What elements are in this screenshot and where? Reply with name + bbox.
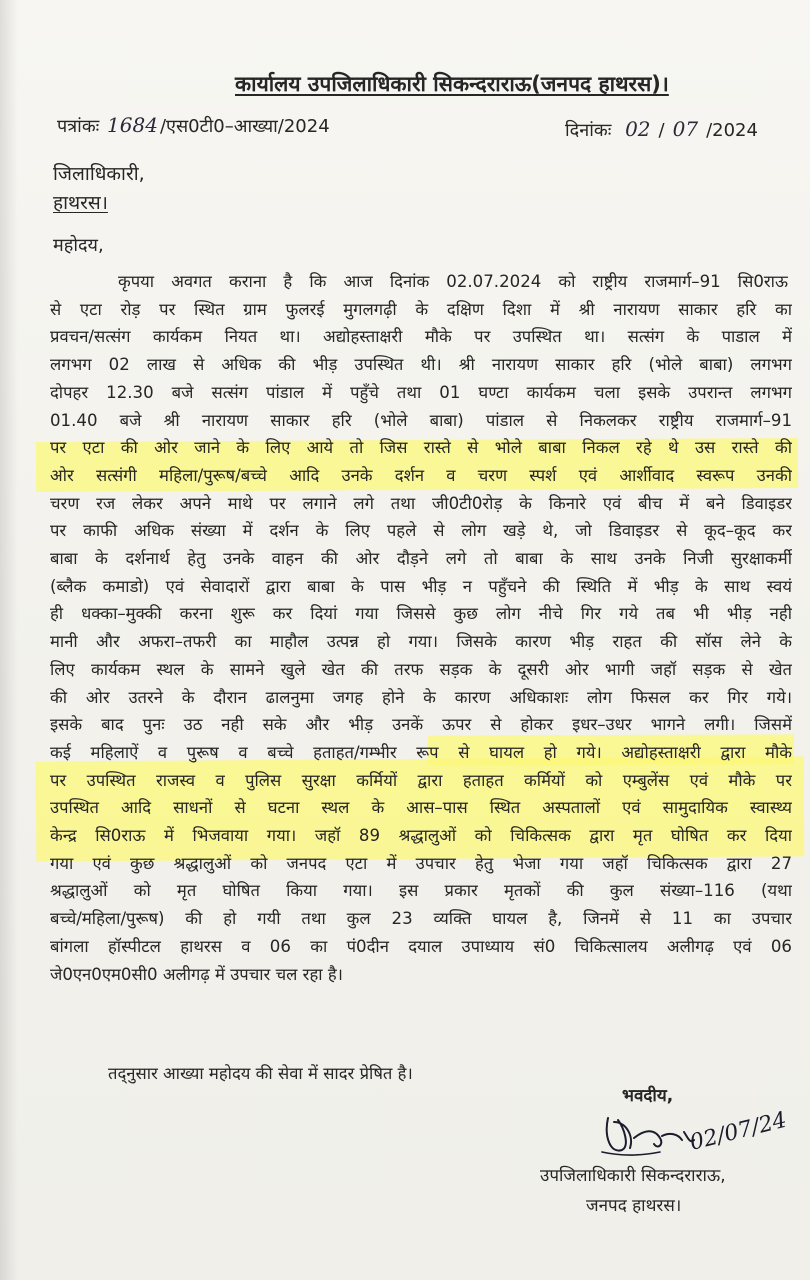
body-line: (ब्लैक कमाडो) एवं सेवादारों द्वारा बाबा के पास भीड़ न पहुँचने की स्थिति में भीड़ के साथ स्वयं bbox=[50, 576, 792, 596]
body-line: ओर सत्संगी महिला/पुरूष/बच्चे आदि उनके दर्शन व चरण स्पर्श एवं आर्शीवाद स्वरूप उनकी bbox=[50, 465, 792, 485]
body-line: लगभग 02 लाख से अधिक की भीड़ उपस्थित थी। श्री नारायण साकार हरि (भोले बाबा) लगभग bbox=[50, 355, 792, 375]
reference-number: 1684 bbox=[107, 113, 158, 137]
date-label: दिनांकः bbox=[565, 120, 612, 141]
date-month: 07 bbox=[672, 117, 699, 141]
date-line: दिनांकः 02 / 07 /2024 bbox=[565, 117, 758, 141]
body-line: प्रवचन/सत्संग कार्यकम नियत था। अद्योहस्ताक्षरी मौके पर उपस्थित था। सत्संग के पाडाल में bbox=[50, 327, 792, 347]
signatory-district: जनपद हाथरस। bbox=[586, 1196, 682, 1216]
signature-date: 02/07/24 bbox=[687, 1107, 790, 1156]
page-edge-shadow bbox=[0, 0, 18, 1280]
body-line: चरण रज लेकर अपने माथे पर लगाने लगे तथा जी0टी0रोड़ के किनारे एवं बीच में बने डिवाइडर bbox=[50, 493, 792, 513]
reference-label: पत्रांकः bbox=[57, 116, 100, 137]
reference-suffix: /एस0टी0–आख्या/2024 bbox=[159, 116, 330, 137]
body-line: मानी और अफरा–तफरी का माहौल उत्पन्न हो गया। जिसके कारण भीड़ राहत की सॉस लेने के bbox=[50, 632, 792, 652]
body-line: ही धक्का–मुक्की करना शुरू कर दियां गया जिससे कुछ लोग नीचे गिर गये तब भी भीड़ नही bbox=[50, 604, 792, 624]
body-line: जे0एन0एम0सी0 अलीगढ़ में उपचार चल रहा है। bbox=[50, 964, 343, 984]
body-line: बांगला हॉस्पीटल हाथरस व 06 का पं0दीन दयाल उपाध्याय सं0 चिकित्सालय अलीगढ़ एवं 06 bbox=[50, 936, 792, 956]
addressee-block bbox=[53, 160, 145, 218]
body-line: श्रद्धालुओं को मृत घोषित किया गया। इस प्रकार मृतकों की कुल संख्या–116 (यथा bbox=[50, 881, 792, 901]
signature-image bbox=[600, 1092, 790, 1172]
addressee-title: जिलाधिकारी, bbox=[53, 163, 145, 185]
closing-line: तद्नुसार आख्या महोदय की सेवा में सादर प्रेषित है। bbox=[108, 1064, 413, 1083]
body-line: पर काफी अधिक संख्या में दर्शन के लिए पहले से लोग खड़े थे, जो डिवाइडर से कूद–कूद कर bbox=[50, 521, 792, 541]
reference-line bbox=[57, 113, 330, 138]
body-line: की ओर उतरने के दौरान ढालनुमा जगह होने के कारण अधिकाशः लोग फिसल कर गिर गये। bbox=[50, 687, 792, 707]
valediction: भवदीय, bbox=[622, 1086, 674, 1106]
date-year: /2024 bbox=[706, 120, 758, 141]
date-day: 02 bbox=[625, 117, 651, 141]
addressee-district: हाथरस। bbox=[53, 192, 108, 214]
body-line: से एटा रोड़ पर स्थित ग्राम फुलरई मुगलगढ़ी के दक्षिण दिशा में श्री नारायण साकार हरि का bbox=[50, 299, 792, 319]
body-line: कई महिलाऐं व पुरूष व बच्चे हताहत/गम्भीर रूप से घायल हो गये। अद्योहस्ताक्षरी द्वारा मौके bbox=[50, 742, 792, 762]
body-line: 01.40 बजे श्री नारायण साकार हरि (भोले बाबा) पांडाल से निकलकर राष्ट्रीय राजमार्ग–91 bbox=[50, 410, 792, 430]
letterhead-title: कार्यालय उपजिलाधिकारी सिकन्दराराऊ(जनपद हाथरस)। bbox=[235, 72, 669, 96]
body-line: गया एवं कुछ श्रद्धालुओं को जनपद एटा में उपचार हेतु भेजा गया जहॉ चिकित्सक द्वारा 27 bbox=[50, 853, 792, 873]
body-line: कृपया अवगत कराना है कि आज दिनांक 02.07.2024 को राष्ट्रीय राजमार्ग–91 सि0राऊ bbox=[118, 272, 788, 291]
body-line: बाबा के दर्शनार्थ हेतु उनके वाहन की ओर दौड़ने लगे तो बाबा के साथ उनके निजी सुरक्षाकर्मी bbox=[50, 549, 792, 568]
body-line: लिए कार्यकम स्थल के सामने खुले खेत की तरफ सड़क के दूसरी ओर भागी जहॉ सड़क से खेत bbox=[50, 659, 792, 679]
salutation: महोदय, bbox=[53, 235, 104, 256]
signatory-designation: उपजिलाधिकारी सिकन्दराराऊ, bbox=[540, 1166, 726, 1186]
body-line: पर उपस्थित राजस्व व पुलिस सुरक्षा कर्मियों द्वारा हताहत कर्मियों को एम्बुलेंस एवं मौके पर bbox=[50, 770, 792, 790]
body-line: दोपहर 12.30 बजे सत्संग पांडाल में पहुँचे तथा 01 घण्टा कार्यकम चला इसके उपरान्त लगभग bbox=[50, 382, 792, 402]
body-line: इसके बाद पुनः उठ नही सके और भीड़ उनकें ऊपर से होकर इधर–उधर भागने लगी। जिसमें bbox=[50, 715, 792, 735]
body-line: बच्चे/महिला/पुरूष) की हो गयी तथा कुल 23 व्यक्ति घायल है, जिनमें से 11 का उपचार bbox=[50, 909, 792, 929]
body-line: पर एटा की ओर जाने के लिए आये तो जिस रास्ते से भोले बाबा निकल रहे थे उस रास्ते की bbox=[50, 438, 792, 458]
body-line: उपस्थित आदि साधनों से घटना स्थल के आस–पास स्थित अस्पतालों एवं सामुदायिक स्वास्थ्य bbox=[50, 798, 792, 818]
body-line: केन्द्र सि0राऊ में भिजवाया गया। जहॉ 89 श्रद्धालुओं को चिकित्सक द्वारा मृत घोषित कर दिया bbox=[50, 826, 792, 845]
